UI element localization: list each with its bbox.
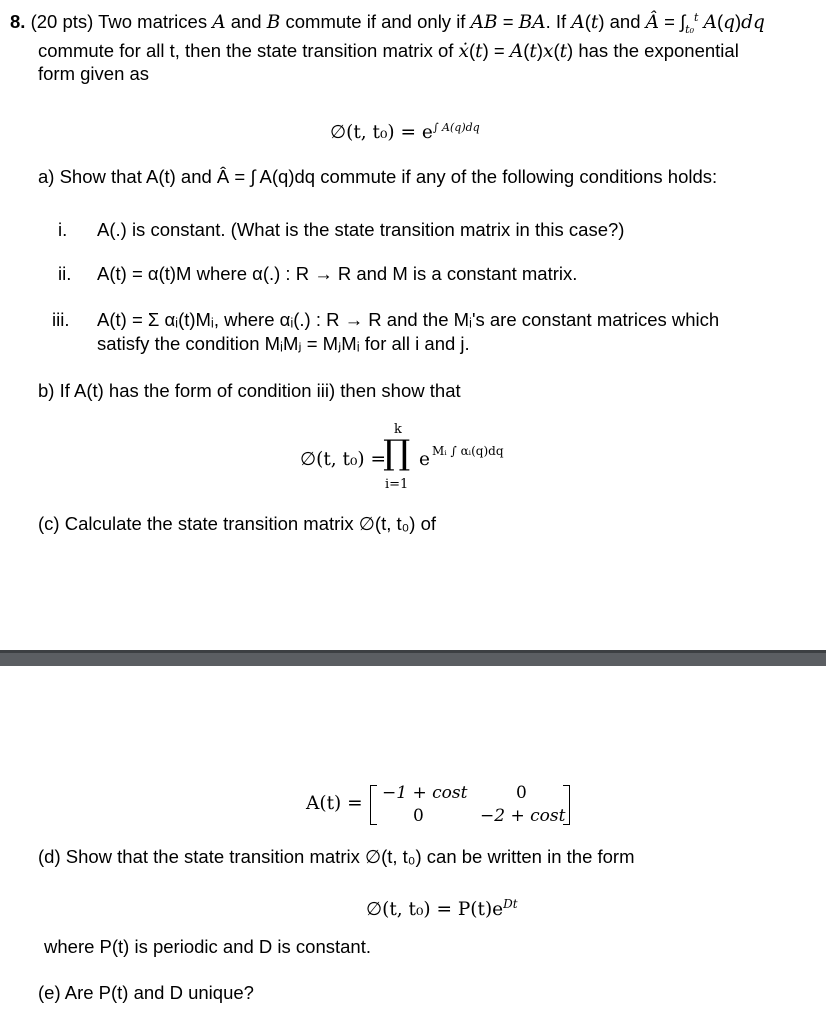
problem-line-1: 8. (20 pts) Two matrices A and B commute if and only if AB = BA. If A(t) and Â = $\int_{t_0}^t$ A(q)dq [10, 11, 765, 36]
problem-line2: commute for all t, then the state transition matrix of [38, 40, 454, 61]
part-b-exp-base: e [419, 449, 430, 470]
part-b-equation: ∅(t, t₀) = [300, 449, 386, 470]
part-d-where: where P(t) is periodic and D is constant. [44, 936, 371, 957]
part-c-label: (c) Calculate the state transition matrix ∅(t, t₀) of [38, 513, 437, 534]
product-lower-limit: i=1 [385, 477, 409, 492]
part-a-item-iii: A(t) = Σ αᵢ(t)Mᵢ, where αᵢ(.) : R → R and the Mᵢ's are constant matrices which [97, 309, 720, 330]
matrix-cell-21: 0 [413, 806, 424, 826]
product-symbol: ∏ [383, 433, 411, 473]
page-separator [0, 650, 826, 666]
part-d-equation: ∅(t, $t_0) = P(t)e^{Dt}$ [366, 897, 518, 921]
matrix-right-bracket [563, 785, 570, 825]
part-d-label: (d) Show that the state transition matrix ∅(t, t₀) can be written in the form [38, 846, 635, 867]
part-a-label: a) Show that A(t) and Â = ∫ A(q)dq commute if any of the following conditions holds: [38, 166, 718, 187]
problem-line-2: commute for all t, then the state transition matrix of ẋ(t) = A(t)x(t) has the exponential [38, 40, 739, 62]
problem-line1-rest: commute if and only if [285, 11, 466, 33]
part-b-label: b) If A(t) has the form of condition iii) then show that [38, 380, 461, 401]
problem-points: (20 pts) Two matrices [30, 11, 208, 33]
part-a-item-i: A(.) is constant. (What is the state transition matrix in this case?) [97, 219, 625, 240]
part-a-item-iii-line2: satisfy the condition MᵢMⱼ = MⱼMᵢ for all i and j. [97, 333, 470, 354]
matrix-lhs: A(t) = [306, 793, 363, 814]
part-b-exponent: Mᵢ ∫ αᵢ(q)dq [432, 444, 504, 458]
problem-line-3: form given as [38, 63, 150, 84]
matrix-left-bracket [370, 785, 377, 825]
part-e-label: (e) Are P(t) and D unique? [38, 982, 254, 1003]
equation-state-transition: ∅(t, $t_0) = e^{\int A(q)dq}$ [330, 121, 480, 144]
matrix-cell-12: 0 [516, 783, 527, 803]
product-upper-limit: k [394, 422, 402, 437]
problem-number: 8. [10, 11, 26, 33]
matrix-cell-22: −2 + cost [480, 806, 566, 826]
part-a-item-i-num: i. [58, 219, 68, 240]
part-a-item-ii-num: ii. [58, 263, 72, 284]
part-a-item-ii: A(t) = α(t)M where α(.) : R → R and M is a constant matrix. [97, 263, 578, 284]
matrix-cell-11: −1 + cost [382, 783, 468, 803]
part-a-item-iii-num: iii. [52, 309, 70, 330]
problem-line2-end: has the exponential [578, 40, 739, 61]
